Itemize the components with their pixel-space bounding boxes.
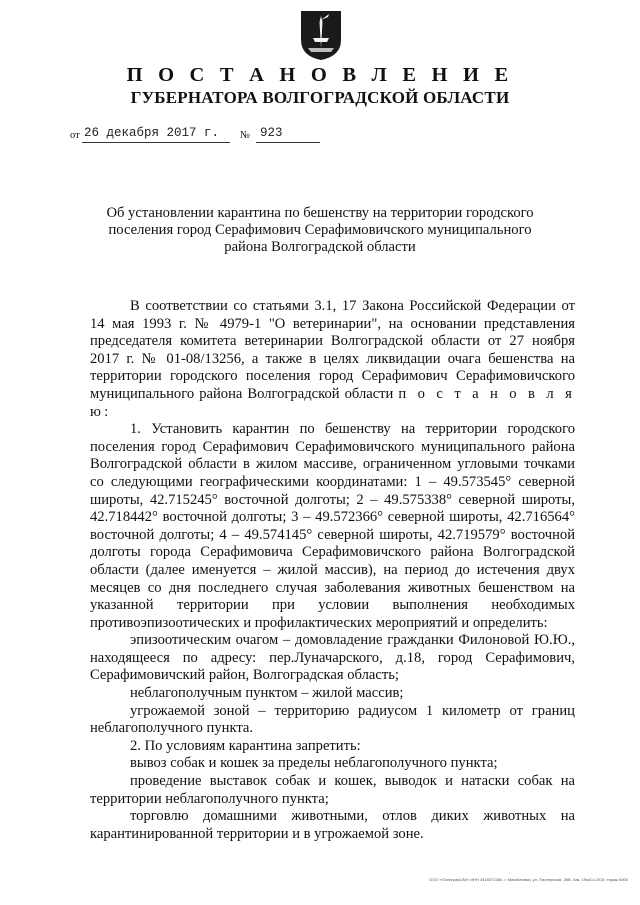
preamble-text: В соответствии со статьями 3.1, 17 Закона Российской Федерации от 14 мая 1993 г. № 4979-1 "О ветеринарии", на основании представления председателя комитета ветеринарии Волгоградской области от 27 ноября 2017 г. № 01-08/13256, а также в целях ликвидации очага бешенства на территории городского поселения город Серафимович Серафимовичского муниципального района Волгоградской области bbox=[90, 298, 575, 402]
number-underline bbox=[256, 142, 320, 143]
date-value: 26 декабря 2017 г. bbox=[84, 126, 220, 140]
coat-of-arms-icon bbox=[298, 8, 344, 62]
document-issuer: ГУБЕРНАТОРА ВОЛГОГРАДСКОЙ ОБЛАСТИ bbox=[130, 88, 510, 107]
clause-ban-trade: торговлю домашними животными, отлов диких животных на карантинированной территории и в угрожаемой зоне. bbox=[90, 808, 575, 842]
clause-epizootic-focus: эпизоотическим очагом – домовладение гражданки Филоновой Ю.Ю., находящееся по адресу: пер.Луначарского, д.18, город Серафимович, Серафимовичский район, Волгоградская область; bbox=[90, 632, 575, 684]
clause-2-paragraph: 2. По условиям карантина запретить: bbox=[130, 737, 361, 754]
document-subject: Об установлении карантина по бешенству на территории городского поселения город Серафимович Серафимовичского муниципального района Волгоградской области bbox=[106, 205, 534, 255]
decree-word: п о с т а н о в л я ю: bbox=[90, 385, 575, 420]
clause-1-paragraph: 1. Установить карантин по бешенству на территории городского поселения город Серафимович Серафимовичского муниципального района Волгоградской области в жилом массиве, ограниченном угловыми точками со следующими географическими координатами: 1 – 49.573545° северной широты, 42.715245° восточной долготы; 2 – 49.575338° северной широты, 42.718442° восточной долготы; 3 – 49.572366° северной широты, 42.716564° восточной долготы; 4 – 49.574145° северной широты, 42.719579° восточной долготы города Серафимовича Серафимовичского района Волгоградской области (далее именуется – жилой массив), на период до истечения двух месяцев со дня последнего случая заболевания животных бешенством на указанной территории при условии выполнения необходимых противоэпизоотических и профилактических мероприятий и определить: bbox=[90, 421, 575, 631]
document-title: П О С Т А Н О В Л Е Н И Е bbox=[126, 64, 514, 86]
number-label: № bbox=[240, 130, 251, 141]
clause-ban-exhibitions: проведение выставок собак и кошек, выводок и натаски собак на территории неблагополучного пункта; bbox=[90, 773, 575, 807]
clause-threatened-zone: угрожаемой зоной – территорию радиусом 1 километр от границ неблагополучного пункта. bbox=[90, 702, 575, 737]
number-value: 923 bbox=[260, 126, 283, 140]
date-underline bbox=[82, 142, 230, 143]
date-label: от bbox=[70, 130, 80, 141]
preamble-paragraph bbox=[90, 298, 575, 421]
print-imprint: ООО «Полиграф-ВЗ» ИНН 3415072360, г. Михайловка, ул. Пионерская, 26В. Зак. 19м/Сз 2015, тираж 5000 bbox=[429, 877, 628, 882]
clause-unfavorable-point: неблагополучным пунктом – жилой массив; bbox=[130, 685, 404, 702]
clause-ban-export: вывоз собак и кошек за пределы неблагополучного пункта; bbox=[130, 755, 498, 772]
document-body bbox=[90, 298, 575, 843]
